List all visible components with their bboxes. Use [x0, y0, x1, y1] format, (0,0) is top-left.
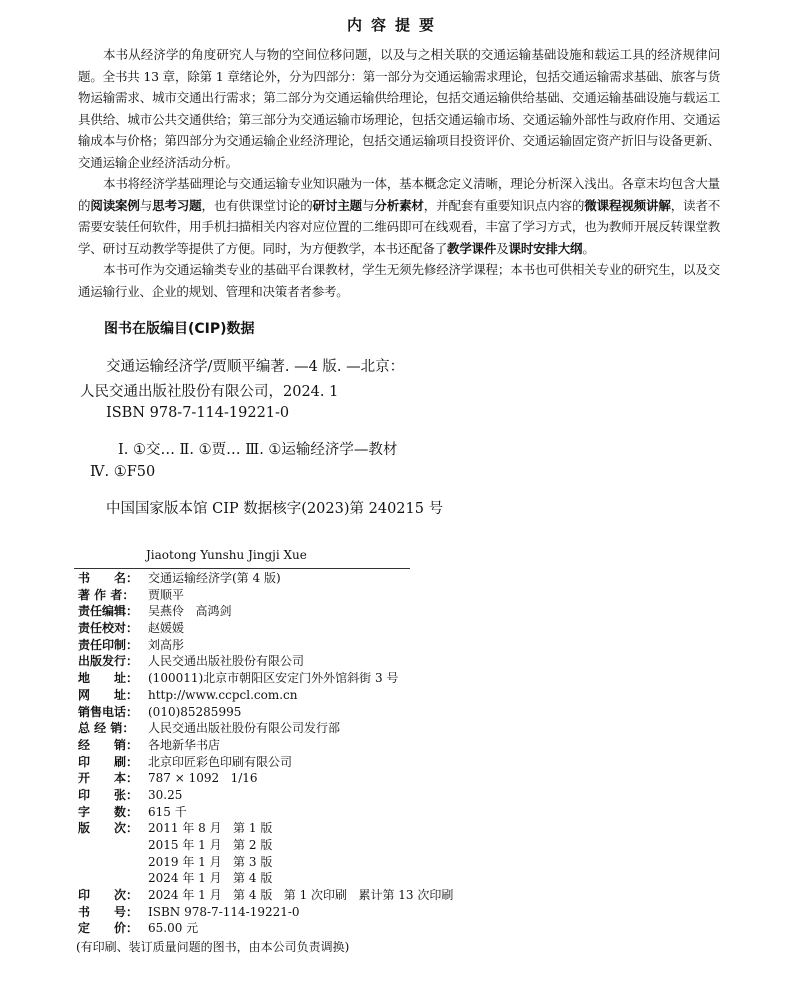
colophon-label: 书 号：: [78, 904, 139, 919]
colophon-row-edition: [78, 820, 738, 837]
colophon-label: 印 张：: [78, 787, 139, 802]
divider: [74, 568, 410, 569]
colophon-value: 2015 年 1 月 第 2 版: [148, 838, 273, 852]
p2-text: 与: [139, 197, 153, 213]
colophon-label: 销售电话：: [78, 704, 139, 719]
colophon-row-author: [78, 587, 738, 604]
colophon-value: 2019 年 1 月 第 3 版: [148, 854, 273, 869]
colophon-value: 787 × 1092 1/16: [148, 771, 258, 786]
colophon-row-sales-phone: [78, 704, 738, 721]
colophon-label: 责任校对：: [78, 621, 139, 636]
colophon-label: 总 经 销：: [78, 721, 135, 736]
colophon-row-edition-4: [78, 870, 738, 887]
courseware-highlight: 教学课件: [447, 240, 497, 256]
exercises-highlight: 思考习题: [152, 197, 202, 213]
colophon-value: 贾顺平: [148, 587, 185, 602]
colophon-value: 2024 年 1 月 第 4 版: [148, 871, 273, 886]
summary-section: [78, 44, 720, 302]
colophon-label: 开 本：: [78, 771, 139, 786]
colophon-row-address: [78, 670, 738, 687]
p2-text: ，并配套有重要知识点内容的: [423, 197, 585, 213]
colophon-row-price: [78, 920, 738, 937]
colophon-row-printer: [78, 754, 738, 771]
colophon-label: 字 数：: [78, 804, 139, 819]
colophon-value: 刘高彤: [148, 637, 185, 652]
cip-publisher-line: 人民交通出版社股份有限公司，2024. 1: [80, 384, 339, 400]
p2-text: ，读者不需要安装任何软件，用手机扫描相关内容对应位置的二维码即可在线观看，丰富了学习方式，也为教师开展反转课堂教学、研讨互动教学等提供了方便。同时，为方便教学，本书还配备了: [78, 197, 721, 256]
colophon-value: ISBN 978-7-114-19221-0: [148, 904, 300, 919]
colophon-row-edition-3: [78, 854, 738, 871]
colophon-value: 2011 年 8 月 第 1 版: [148, 821, 273, 836]
colophon-label: 责任印制：: [78, 637, 139, 652]
cip-classification-line-2: Ⅳ. ①F50: [90, 464, 156, 480]
colophon-value: 2024 年 1 月 第 4 版 第 1 次印刷 累计第 13 次印刷: [148, 888, 454, 903]
summary-paragraph-3: 本书可作为交通运输类专业的基础平台课教材，学生无须先修经济学课程；本书也可供相关专业的研究生，以及交通运输行业、企业的规划、管理和决策者者参考。: [78, 262, 720, 299]
colophon-label: 网 址：: [78, 687, 139, 702]
colophon-row-distributor: [78, 720, 738, 737]
colophon-value: 人民交通出版社股份有限公司: [148, 654, 305, 669]
reading-cases-highlight: 阅读案例: [90, 197, 140, 213]
syllabus-highlight: 课时安排大纲: [508, 240, 583, 256]
colophon-label: 定 价：: [78, 921, 139, 936]
colophon-value: 615 千: [148, 804, 187, 819]
colophon-label: 版 次：: [78, 821, 139, 836]
colophon-value: 北京印匠彩色印刷有限公司: [148, 754, 293, 769]
colophon-row-word-count: [78, 804, 738, 821]
colophon-row-print-supervisor: [78, 637, 738, 654]
colophon-table: [78, 570, 738, 937]
colophon-label: 地 址：: [78, 671, 139, 686]
colophon-label: 出版发行：: [78, 654, 139, 669]
colophon-value: 交通运输经济学(第 4 版): [148, 571, 281, 585]
colophon-value: 65.00 元: [148, 921, 199, 936]
colophon-value: 人民交通出版社股份有限公司发行部: [148, 721, 341, 736]
p2-text: 本书将经济学基础理论与交通运输专业知识融为一体，基本概念定义清晰，理论分析深入浅出。各章末均包含大量的: [78, 176, 720, 213]
pinyin-title: Jiaotong Yunshu Jingji Xue: [146, 548, 307, 562]
colophon-value: http://www.ccpcl.com.cn: [148, 687, 298, 702]
colophon-row-publisher: [78, 653, 738, 670]
discussion-topics-highlight: 研讨主题: [312, 197, 363, 213]
colophon-row-sheets: [78, 787, 738, 804]
p2-text: ，也有供课堂讨论的: [201, 197, 313, 213]
colophon-row-impression: [78, 887, 738, 904]
colophon-row-edition-2: [78, 837, 738, 854]
cip-classification-line-1: Ⅰ. ①交… Ⅱ. ①贾… Ⅲ. ①运输经济学—教材: [118, 442, 398, 458]
cip-title-line: 交通运输经济学/贾顺平编著. —4 版. —北京：: [106, 359, 405, 375]
cip-heading: 图书在版编目(CIP)数据: [104, 321, 255, 337]
p2-text: 及: [496, 240, 509, 256]
colophon-row-website: [78, 687, 738, 704]
colophon-value: (010)85285995: [148, 704, 242, 719]
colophon-value: (100011)北京市朝阳区安定门外外馆斜街 3 号: [148, 671, 399, 686]
cip-verify-line: 中国国家版本馆 CIP 数据核字(2023)第 240215 号: [106, 501, 444, 517]
colophon-row-seller: [78, 737, 738, 754]
colophon-value: 赵媛媛: [148, 621, 185, 636]
colophon-label: 责任编辑：: [78, 604, 139, 619]
cip-isbn-line: ISBN 978-7-114-19221-0: [106, 405, 290, 421]
colophon-row-isbn: [78, 904, 738, 921]
colophon-row-format: [78, 770, 738, 787]
colophon-value: 吴燕伶 高鸿剑: [148, 604, 232, 619]
colophon-value: 各地新华书店: [148, 737, 221, 752]
micro-video-highlight: 微课程视频讲解: [584, 197, 671, 213]
p2-text: 。: [582, 240, 595, 256]
colophon-row-title: [78, 570, 738, 587]
colophon-value: 30.25: [148, 787, 183, 802]
analysis-materials-highlight: 分析素材: [374, 197, 424, 213]
colophon-label: 著 作 者：: [78, 587, 135, 602]
summary-paragraph-1: 本书从经济学的角度研究人与物的空间位移问题，以及与之相关联的交通运输基础设施和载运工具的经济规律问题。全书共 13 章，除第 1 章绪论外，分为四部分：第一部分为交通运输需求理论，包括交通运输需求基础、旅客与货物运输需求、城市交通出行需求；第二部分为交通运输供给理论，包括交通运输供给基础、交通运输基础设施与载运工具供给、城市公共交通供给；第三部分为交通运输市场理论，包括交通运输市场、交通运输外部性与政府作用、交通运输成本与价格；第四部分为交通运输企业经济理论，包括交通运输项目投资评价、交通运输固定资产折旧与设备更新、交通运输企业经济活动分析。: [78, 47, 720, 170]
colophon-row-proofreader: [78, 620, 738, 637]
colophon-label: 书 名：: [78, 571, 139, 585]
summary-paragraph-2: [78, 173, 720, 259]
colophon-label: 印 次：: [78, 888, 139, 903]
page-heading: 内容提要: [346, 16, 443, 34]
quality-note: (有印刷、装订质量问题的图书，由本公司负责调换): [76, 940, 350, 954]
p2-text: 与: [362, 197, 375, 213]
colophon-label: 印 刷：: [78, 754, 139, 769]
colophon-row-editor: [78, 603, 738, 620]
colophon-label: 经 销：: [78, 737, 139, 752]
